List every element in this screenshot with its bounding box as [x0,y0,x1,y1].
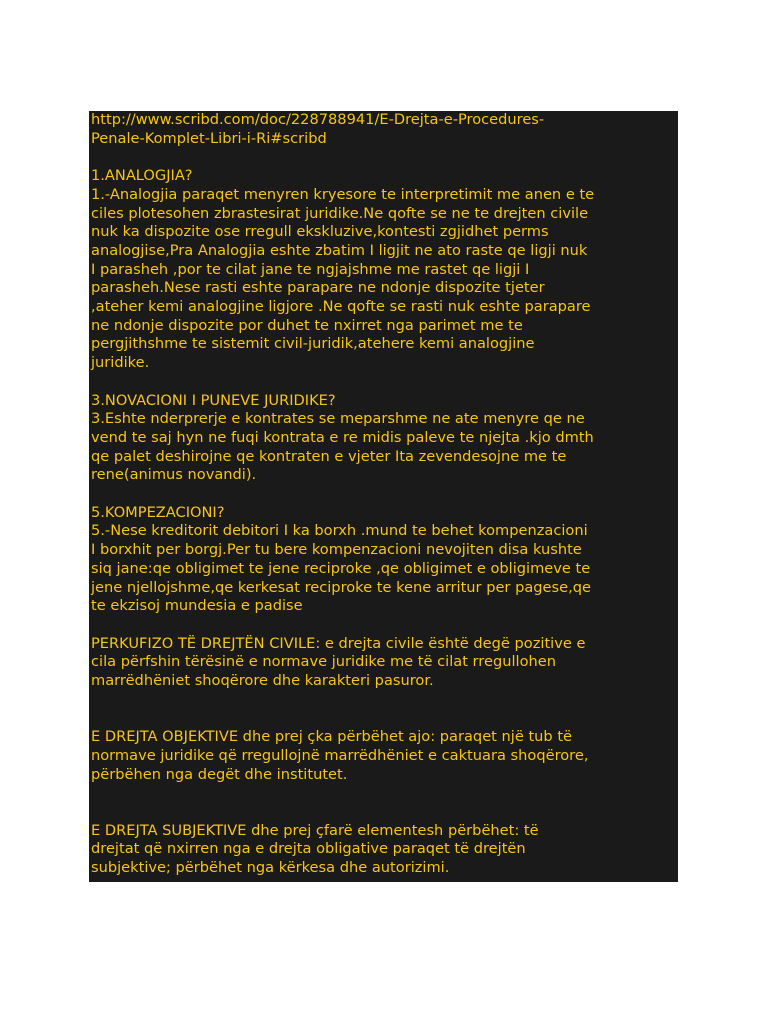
source-url: http://www.scribd.com/doc/228788941/E-Drejta-e-Procedures- Penale-Komplet-Libri-i-Ri#scribd [91,111,545,147]
definition-drejta-subjektive: E DREJTA SUBJEKTIVE dhe prej çfarë elementesh përbëhet: të drejtat që nxirren nga e drejta obligative paraqet të drejtën subjektive; përbëhet nga kërkesa dhe autorizimi. [91,821,539,877]
section-body-novacioni: 3.Eshte nderprerje e kontrates se meparshme ne ate menyre qe ne vend te saj hyn ne fuqi kontrata e re midis paleve te njejta .kjo dmth qe palet deshirojne qe kontraten e vjeter Ita zevendesojne me te rene(animus novandi). [91,410,594,484]
spacer [91,691,676,728]
spacer [91,148,676,167]
section-body-kompezacioni: 5.-Nese kreditorit debitori I ka borxh .mund te behet kompenzacioni I borxhit per borgj.Per tu bere kompenzacioni nevojiten disa kushte siq jane:qe obligimet te jene reciproke ,qe obligimet e obligimeve te jene njellojshme,qe kerkesat reciproke te kene arritur per pagese,qe te ekzisoj mundesia e padise [91,522,591,615]
section-heading-analogjia: 1.ANALOGJIA? [91,167,193,185]
section-heading-novacioni: 3.NOVACIONI I PUNEVE JURIDIKE? [91,391,336,409]
document-text-block [89,111,678,882]
section-heading-kompezacioni: 5.KOMPEZACIONI? [91,503,225,521]
spacer [91,373,676,392]
definition-drejta-civile: PERKUFIZO TË DREJTËN CIVILE: e drejta civile është degë pozitive e cila përfshin tërësinë e normave juridike me të cilat rregullohen marrëdhëniet shoqërore dhe karakteri pasuror. [91,634,586,690]
spacer [91,784,676,821]
spacer [91,616,676,635]
spacer [91,485,676,504]
definition-drejta-objektive: E DREJTA OBJEKTIVE dhe prej çka përbëhet ajo: paraqet një tub të normave juridike që rregullojnë marrëdhëniet e caktuara shoqërore, përbëhen nga degët dhe institutet. [91,728,589,783]
section-body-analogjia: 1.-Analogjia paraqet menyren kryesore te interpretimit me anen e te ciles plotesohen zbrastesirat juridike.Ne qofte se ne te drejten civile nuk ka dispozite ose rregull ekskluzive,kontesti zgjidhet perms analogjise,Pra Analogjia eshte zbatim I ligjit ne ato raste qe ligji nuk I parasheh ,por te cilat jane te ngjajshme me rastet qe ligji I parasheh.Nese rasti eshte parapare ne ndonje dispozite tjeter ,ateher kemi analogjine ligjore .Ne qofte se rasti nuk eshte parapare ne ndonje dispozite por duhet te nxirret nga parimet me te pergjithshme te sistemit civil-juridik,atehere kemi analogjine juridike. [91,185,595,372]
